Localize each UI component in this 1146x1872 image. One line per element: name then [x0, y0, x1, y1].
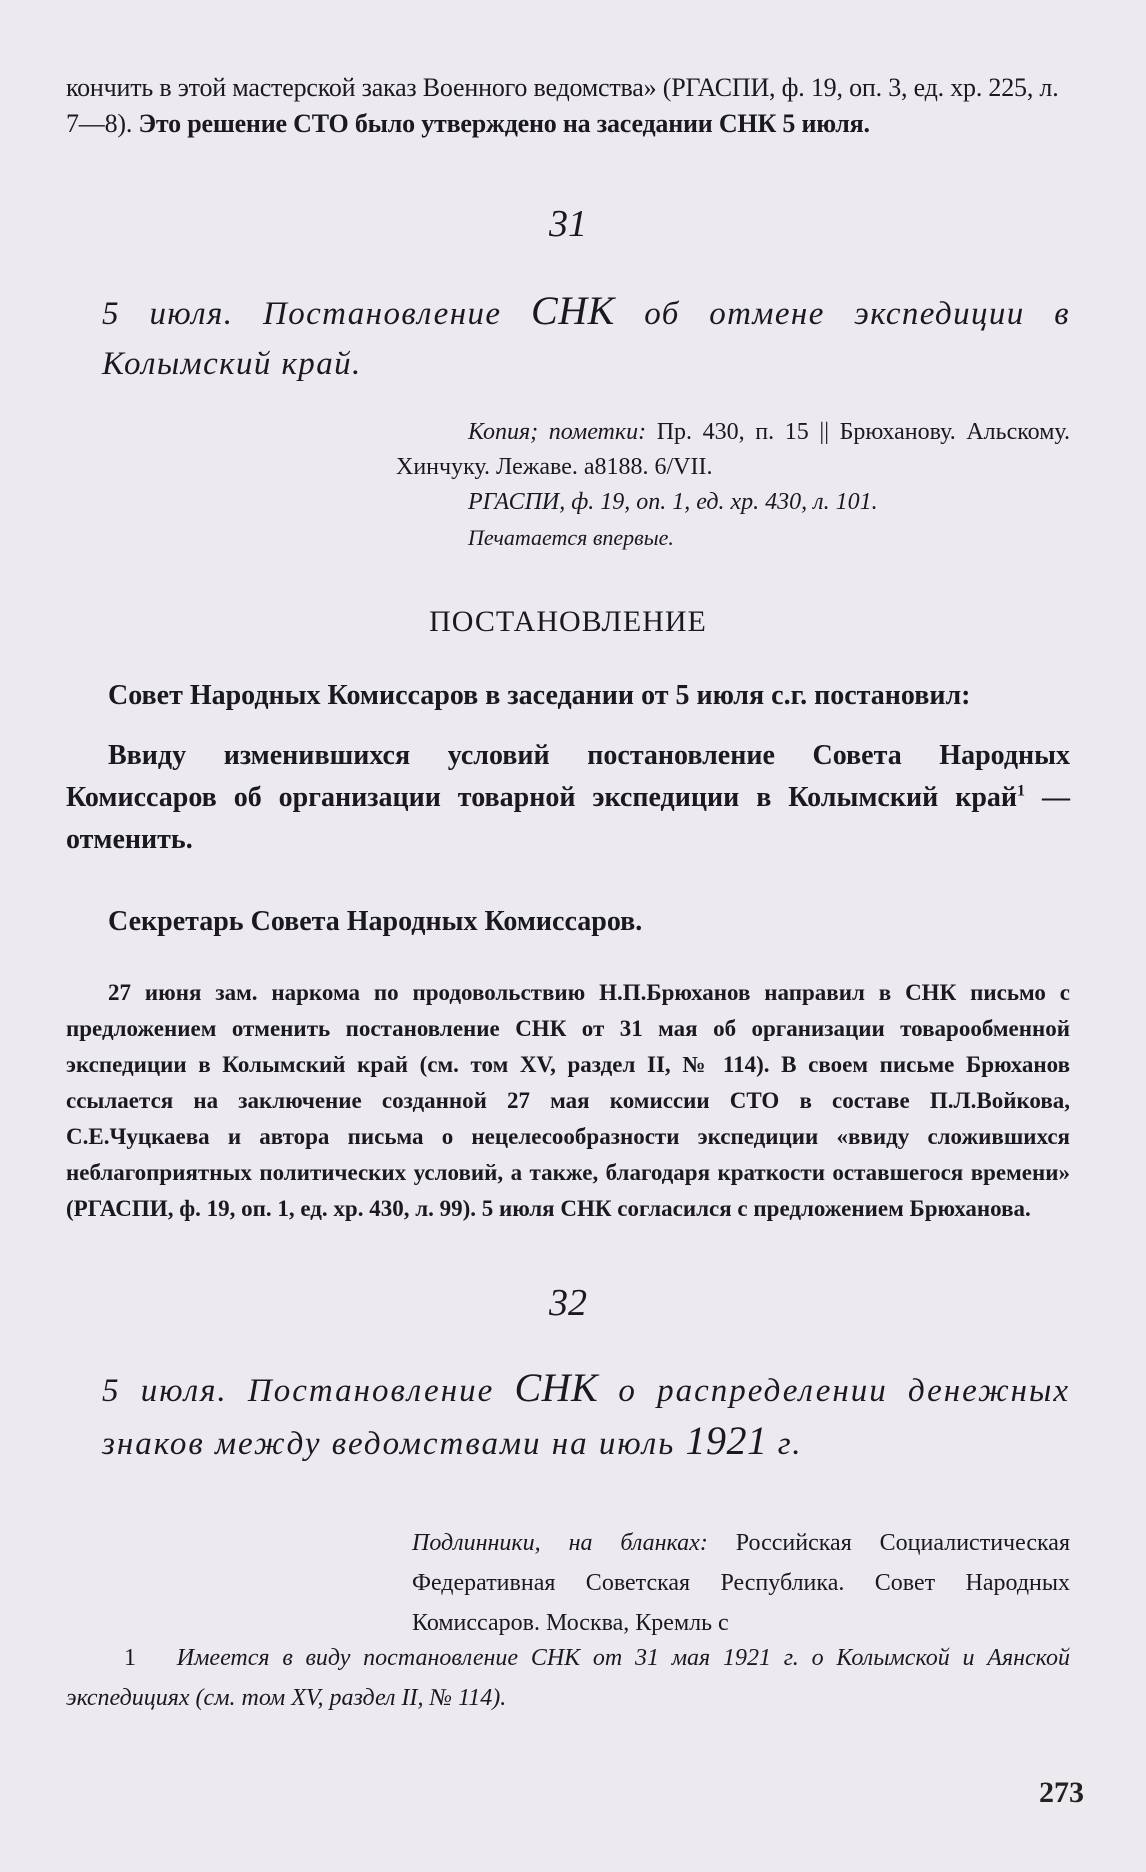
archive-32-text: Российская Социалистическая Федеративная Советская Республика. Совет Народных Комиссаров. Москва, Кремль с — [412, 1530, 1070, 1636]
archive-info-31 — [396, 415, 1070, 555]
editorial-note-31: 27 июня зам. наркома по продовольствию Н.П.Брюханов направил в СНК письмо с предложением отменить постановление СНК от 31 мая об организации товарообменной экспедиции в Колымский край (см. том XV, раздел II, № 114). В своем письме Брюханов ссылается на заключение созданной 27 мая комиссии СТО в составе П.Л.Войкова, С.Е.Чуцкаева и автора письма о нецелесообразности экспедиции «ввиду сложившихся неблагоприятных политических условий, а также, благодаря краткости оставшегося времени» (РГАСПИ, ф. 19, оп. 1, ед. хр. 430, л. 99). 5 июля СНК согласился с предложением Брюханова. — [66, 980, 1070, 1221]
document-number-32: 32 — [549, 1282, 587, 1324]
document-number-31: 31 — [549, 203, 587, 245]
continuation-paragraph — [66, 70, 1070, 142]
resolution-paragraph-1: Совет Народных Комиссаров в заседании от 5 июля с.г. постановил: — [108, 680, 971, 711]
document-title-31 — [66, 286, 1070, 389]
title-32-snk: СНК — [514, 1365, 599, 1410]
resolution-paragraph-2-end: — отменить. — [66, 782, 1070, 855]
signature-line: Секретарь Совета Народных Комиссаров. — [108, 906, 643, 937]
page-number: 273 — [1039, 1776, 1084, 1809]
title-31-snk: СНК — [531, 288, 615, 333]
resolution-heading: ПОСТАНОВЛЕНИЕ — [429, 605, 707, 638]
footnote-1 — [66, 1638, 1070, 1718]
footnote-reference-1: 1 — [1017, 782, 1026, 800]
title-32-suffix: о распределении денежных знаков между ведомствами на июль — [102, 1373, 1071, 1462]
archive-31-marks: Пр. 430, п. 15 || Брюханову. Альскому. Хинчуку. Лежаве. а8188. 6/VII. — [396, 419, 1070, 480]
continuation-part-2: (РГАСПИ, ф. 19, оп. 3, ед. хр. 225, л. 7—8). — [66, 73, 1059, 138]
archive-31-publication: Печатается впервые. — [468, 525, 674, 550]
document-title-32 — [66, 1363, 1070, 1469]
resolution-paragraph-2 — [66, 735, 1070, 861]
title-31-prefix: 5 июля. Постановление — [102, 296, 502, 332]
resolution-paragraph-2-main: Ввиду изменившихся условий постановление Совета Народных Комиссаров об организации товарной экспедиции в Колымский край — [66, 740, 1070, 813]
archive-31-ref: РГАСПИ, ф. 19, оп. 1, ед. хр. 430, л. 101. — [468, 489, 878, 515]
title-32-year: 1921 — [685, 1418, 768, 1463]
continuation-part-1: кончить в этой мастерской заказ Военного ведомства» — [66, 73, 657, 102]
title-32-prefix: 5 июля. Постановление — [102, 1373, 495, 1409]
continuation-part-3: Это решение СТО было утверждено на заседании СНК 5 июля. — [138, 109, 870, 138]
archive-31-label: Копия; пометки: — [468, 419, 647, 445]
footnote-text: Имеется в виду постановление СНК от 31 мая 1921 г. о Колымской и Аянской экспедициях (см. том XV, раздел II, № 114). — [66, 1645, 1070, 1711]
title-31-suffix: об отмене экспедиции в Колымский край. — [102, 296, 1070, 382]
archive-info-32 — [412, 1523, 1070, 1643]
footnote-mark: 1 — [124, 1645, 136, 1671]
title-32-end: г. — [777, 1426, 803, 1462]
archive-32-label: Подлинники, на бланках: — [412, 1530, 708, 1556]
